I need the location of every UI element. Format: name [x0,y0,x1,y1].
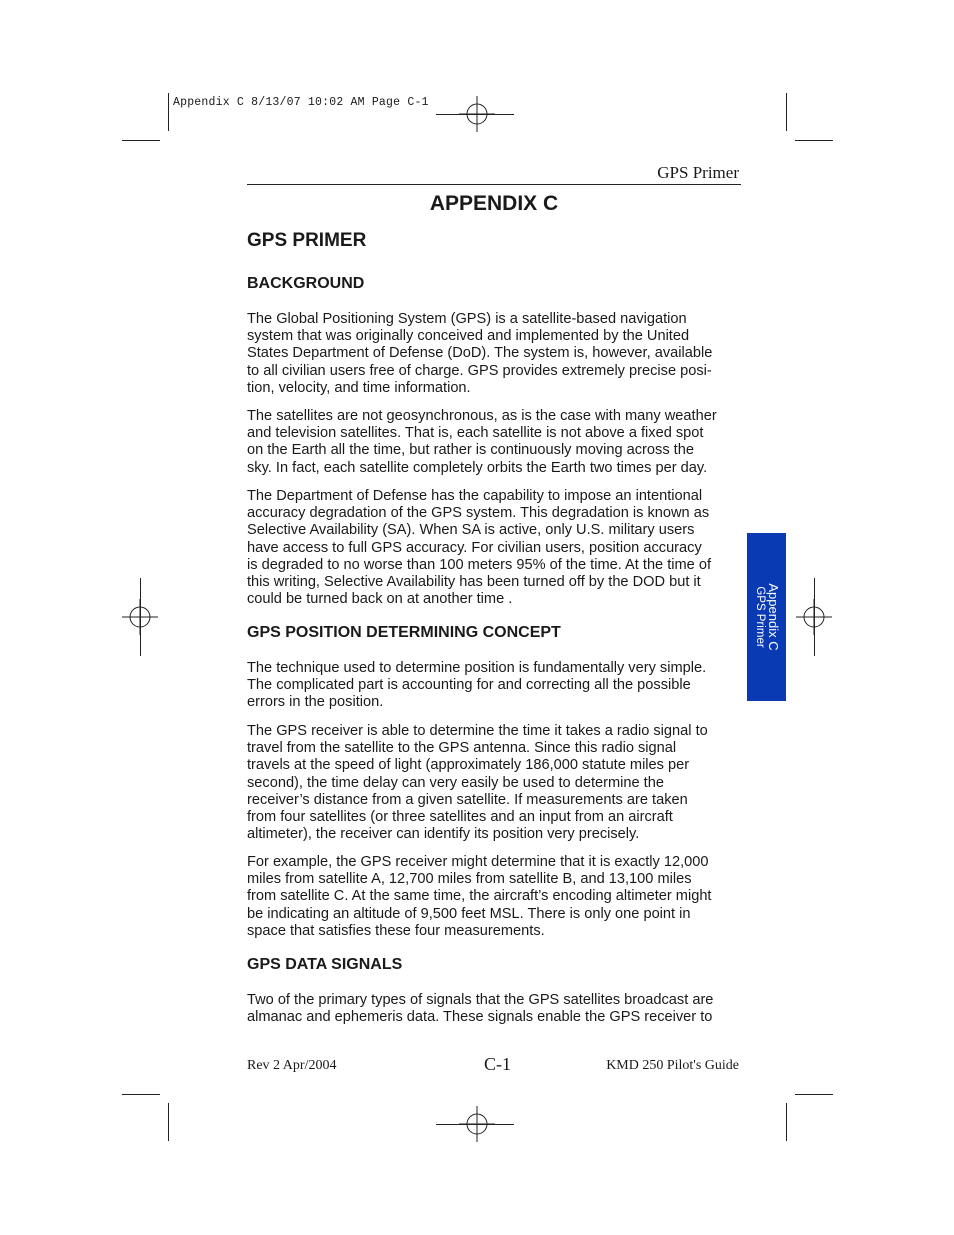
paragraph: For example, the GPS receiver might determine that it is exactly 12,000 miles from satellite A, 12,700 miles from satellite B, and 13,100 miles from satellite C. At the same time, the aircraft’s encoding altimeter might be indicating an altitude of 9,500 feet MSL. There is only one point in space that satisfies these four measurements. [247,854,712,939]
crop-mark [168,1103,169,1141]
crop-mark [122,1094,160,1095]
crop-mark [168,93,169,131]
print-slug: Appendix C 8/13/07 10:02 AM Page C-1 [173,96,429,109]
registration-line [436,1124,514,1125]
crop-mark [786,93,787,131]
page-title: APPENDIX C [429,192,559,215]
paragraph: The Department of Defense has the capability to impose an intentional accuracy degradation of the GPS system. This degradation is known as Selective Availability (SA). When SA is active, only U.S. military users have access to full GPS accuracy. For civilian users, position accuracy is degraded to no worse than 100 meters 95% of the time. At the time of this writing, Selective Availability has been turned off by the DOD but it could be turned back on at another time . [247,488,712,608]
footer-revision: Rev 2 Apr/2004 [247,1058,337,1073]
paragraph: The satellites are not geosynchronous, as is the case with many weather and television satellites. That is, each satellite is not above a fixed spot on the Earth all the time, but rather is continuously moving across the sky. In fact, each satellite completely orbits the Earth two times per day. [247,408,717,476]
section-heading: GPS DATA SIGNALS [247,956,403,973]
paragraph: The GPS receiver is able to determine the time it takes a radio signal to travel from the satellite to the GPS antenna. Since this radio signal travels at the speed of light (approximately 186,000 statute miles per second), the time delay can very easily be used to determine the receiver’s distance from a given satellite. If measurements are taken from four satellites (or three satellites and an input from an aircraft altimeter), the receiver can identify its position very precisely. [247,723,708,843]
page-number: C-1 [484,1054,511,1074]
side-tab [747,533,786,701]
crop-mark [795,1094,833,1095]
crop-mark [786,1103,787,1141]
running-header: GPS Primer [657,163,739,182]
registration-line [436,114,514,115]
registration-line [140,578,141,656]
registration-line [814,578,815,656]
header-rule [247,184,741,185]
chapter-heading: GPS PRIMER [247,230,367,251]
crop-mark [795,140,833,141]
paragraph: The Global Positioning System (GPS) is a satellite-based navigation system that was originally conceived and implemented by the United States Department of Defense (DoD). The system is, however, available to all civilian users free of charge. GPS provides extremely precise posi- tion, velocity, and time information. [247,311,713,396]
side-tab-title: Appendix C [765,583,781,651]
paragraph: Two of the primary types of signals that the GPS satellites broadcast are almanac and ephemeris data. These signals enable the GPS receiver to [247,992,714,1026]
crop-mark [122,140,160,141]
footer-guide-title: KMD 250 Pilot's Guide [606,1058,739,1073]
section-heading: BACKGROUND [247,275,365,292]
section-heading: GPS POSITION DETERMINING CONCEPT [247,624,561,641]
paragraph: The technique used to determine position is fundamentally very simple. The complicated part is accounting for and correcting all the possible errors in the position. [247,660,707,711]
side-tab-subtitle: GPS Primer [753,586,766,648]
